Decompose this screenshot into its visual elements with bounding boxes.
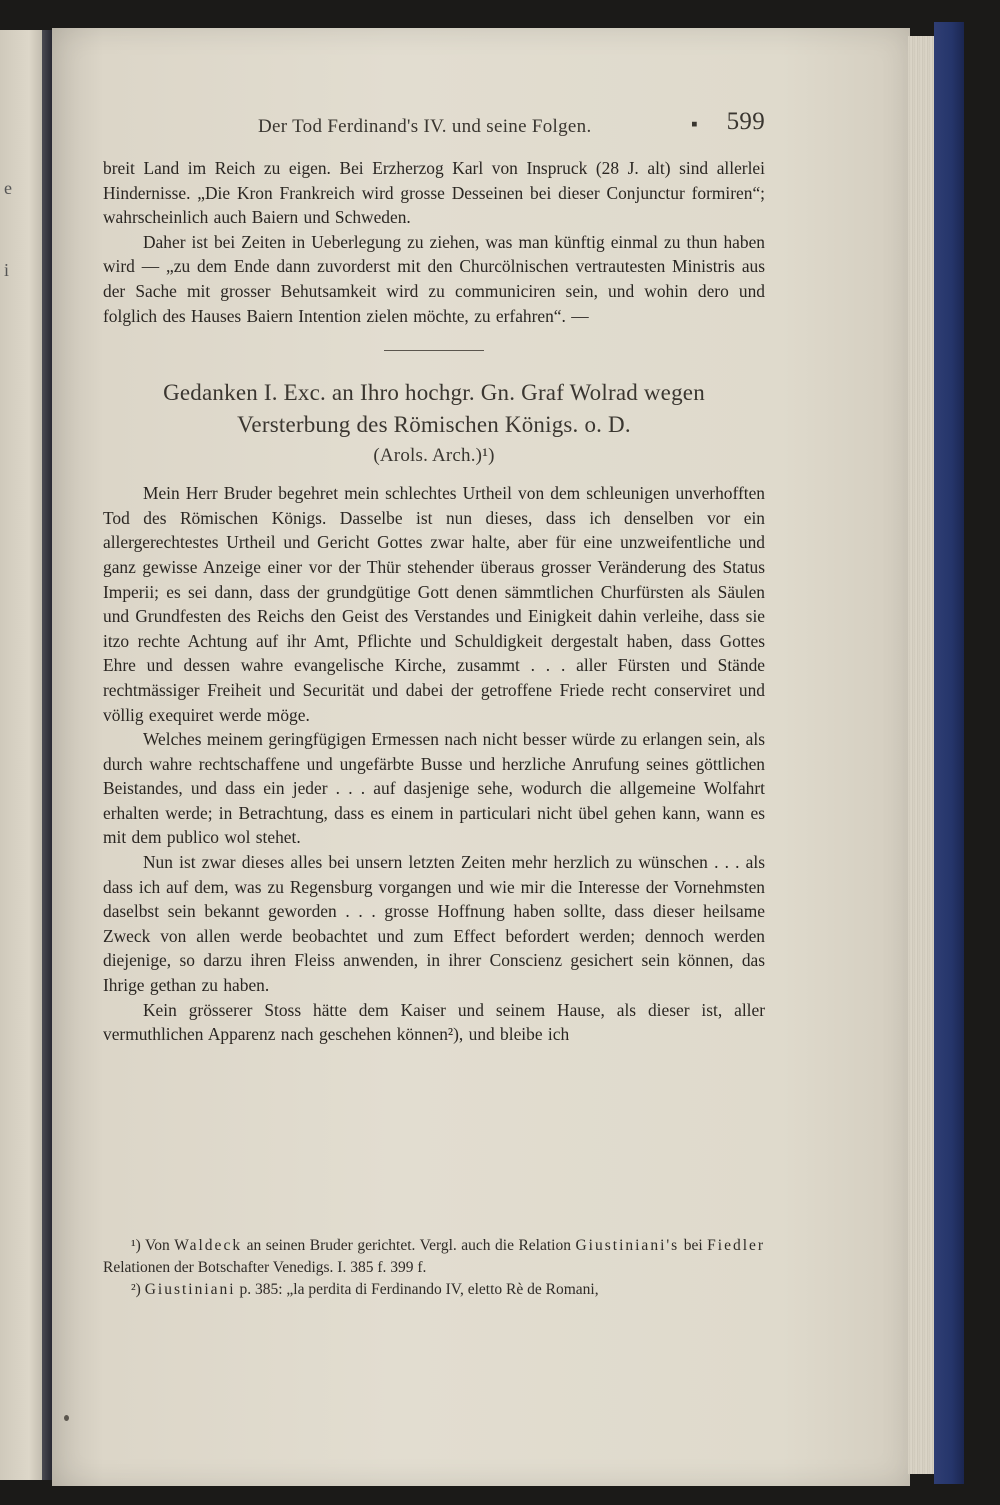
paragraph: breit Land im Reich zu eigen. Bei Erzherzog Karl von Inspruck (28 J. alt) sind allerlei Hindernisse. „Die Kron Frankreich wird grosse Desseinen bei dieser Conjunctur formiren“; wahrscheinlich auch Baiern und Schweden. — [103, 158, 765, 228]
page-content — [103, 110, 765, 1047]
left-page-edge — [0, 30, 48, 1480]
left-page-fragment: e — [4, 178, 12, 198]
paragraph: Mein Herr Bruder begehret mein schlechtes Urtheil von dem schleunigen unverhofften Tod des Römischen Königs. Dasselbe ist nun dieses, dass ich denselben vor ein allergerechtestes Urtheil und Gericht Gottes zwar halte, aber für eine unzweifentliche und ganz gewisse Anzeige einer vor der Thür stehender überaus grosser Veränderung des Status Imperii; es sei dann, dass der grundgütige Gott denen sämmtlichen Churfürsten als Säulen und Grundfesten des Reichs den Geist des Verstandes und Einigkeit dahin verleihe, dass sie itzo rechte Achtung auf ihr Amt, Pflichte und Schuldigkeit dergestalt haben, dass Gottes Ehre und dessen wahre evangelische Kirche, zusammt . . . aller Fürsten und Stände rechtmässiger Freiheit und Securität und dabei der getroffene Friede recht conserviret und völlig exequiret werde möge. — [103, 483, 765, 725]
running-head-title: Der Tod Ferdinand's IV. und seine Folgen. — [258, 116, 592, 137]
paragraph: Kein grösserer Stoss hätte dem Kaiser und seinem Hause, als dieser ist, aller vermuthlichen Apparenz nach geschehen können²), und bleibe ich — [103, 999, 765, 1045]
page-edges — [908, 36, 936, 1474]
page-speck — [64, 1415, 69, 1421]
footnote-name: Giustiniani's — [575, 1237, 680, 1254]
footnote-marker: ²) — [131, 1281, 141, 1298]
paragraph: Daher ist bei Zeiten in Ueberlegung zu ziehen, was man künftig einmal zu thun haben wird — „zu dem Ende dann zuvorderst mit den Churcölnischen vertrautesten Ministris aus der Sache mit grosser Behutsamkeit wird zu communiciren sein, und wohin dero und folglich des Hauses Baiern Intention zielen möchte, zu erfahren“. — — [103, 231, 765, 326]
page-number: 599 — [726, 108, 765, 135]
footnote-name: Fiedler — [707, 1237, 766, 1254]
heading-source: (Arols. Arch.)¹) — [373, 445, 495, 467]
left-page-fragment: i — [4, 260, 10, 280]
book-cover-edge — [934, 22, 964, 1484]
heading-line: Gedanken I. Exc. an Ihro hochgr. Gn. Graf Wolrad wegen — [163, 380, 705, 406]
section-2 — [103, 481, 765, 1047]
footnotes — [103, 1235, 765, 1301]
footnote-name: Giustiniani — [144, 1281, 236, 1298]
footnote-2: ²) Giustiniani p. 385: „la perdita di Ferdinando IV, eletto Rè de Romani, — [131, 1281, 599, 1298]
paragraph: Welches meinem geringfügigen Ermessen nach nicht besser würde zu erlangen sein, als durch wahre rechtschaffene und ungefärbte Busse und herzliche Anrufung seines göttlichen Beistandes, und dass ein jeder . . . auf dasjenige sehe, wodurch die allgemeine Wolfahrt erhalten werde; in Betrachtung, dass es einem in particulari nicht übel gehen kann, wann es mit dem publico wol stehet. — [103, 729, 765, 848]
section-1 — [103, 156, 765, 328]
footnote-name: Waldeck — [174, 1237, 243, 1254]
section-divider — [384, 350, 484, 351]
heading-line: Versterbung des Römischen Königs. o. D. — [237, 412, 631, 438]
footnote-marker: ¹) — [131, 1237, 141, 1254]
footnote-1: ¹) Von Waldeck an seinen Bruder gerichtet. Vergl. auch die Relation Giustiniani's bei Fiedler Relationen der Botschafter Venedigs. I. 385 f. 399 f. — [103, 1237, 766, 1276]
document-heading — [103, 377, 765, 471]
running-head — [103, 110, 765, 150]
paragraph: Nun ist zwar dieses alles bei unsern letzten Zeiten mehr herzlich zu wünschen . . . als dass ich auf dem, was zu Regensburg vorgangen und wie mir die Interesse der Vornehmsten daselbst sein bekannt geworden . . . grosse Hoffnung haben sollte, dass dieser heilsame Zweck von allen werde beobachtet und zum Effect befordert werden; dennoch werden diejenige, so darzu ihren Fleiss anwenden, in ihrer Conscienz gesichert sein können, das Ihrige gethan zu haben. — [103, 852, 765, 996]
running-head-mark: ▪ — [691, 114, 699, 135]
